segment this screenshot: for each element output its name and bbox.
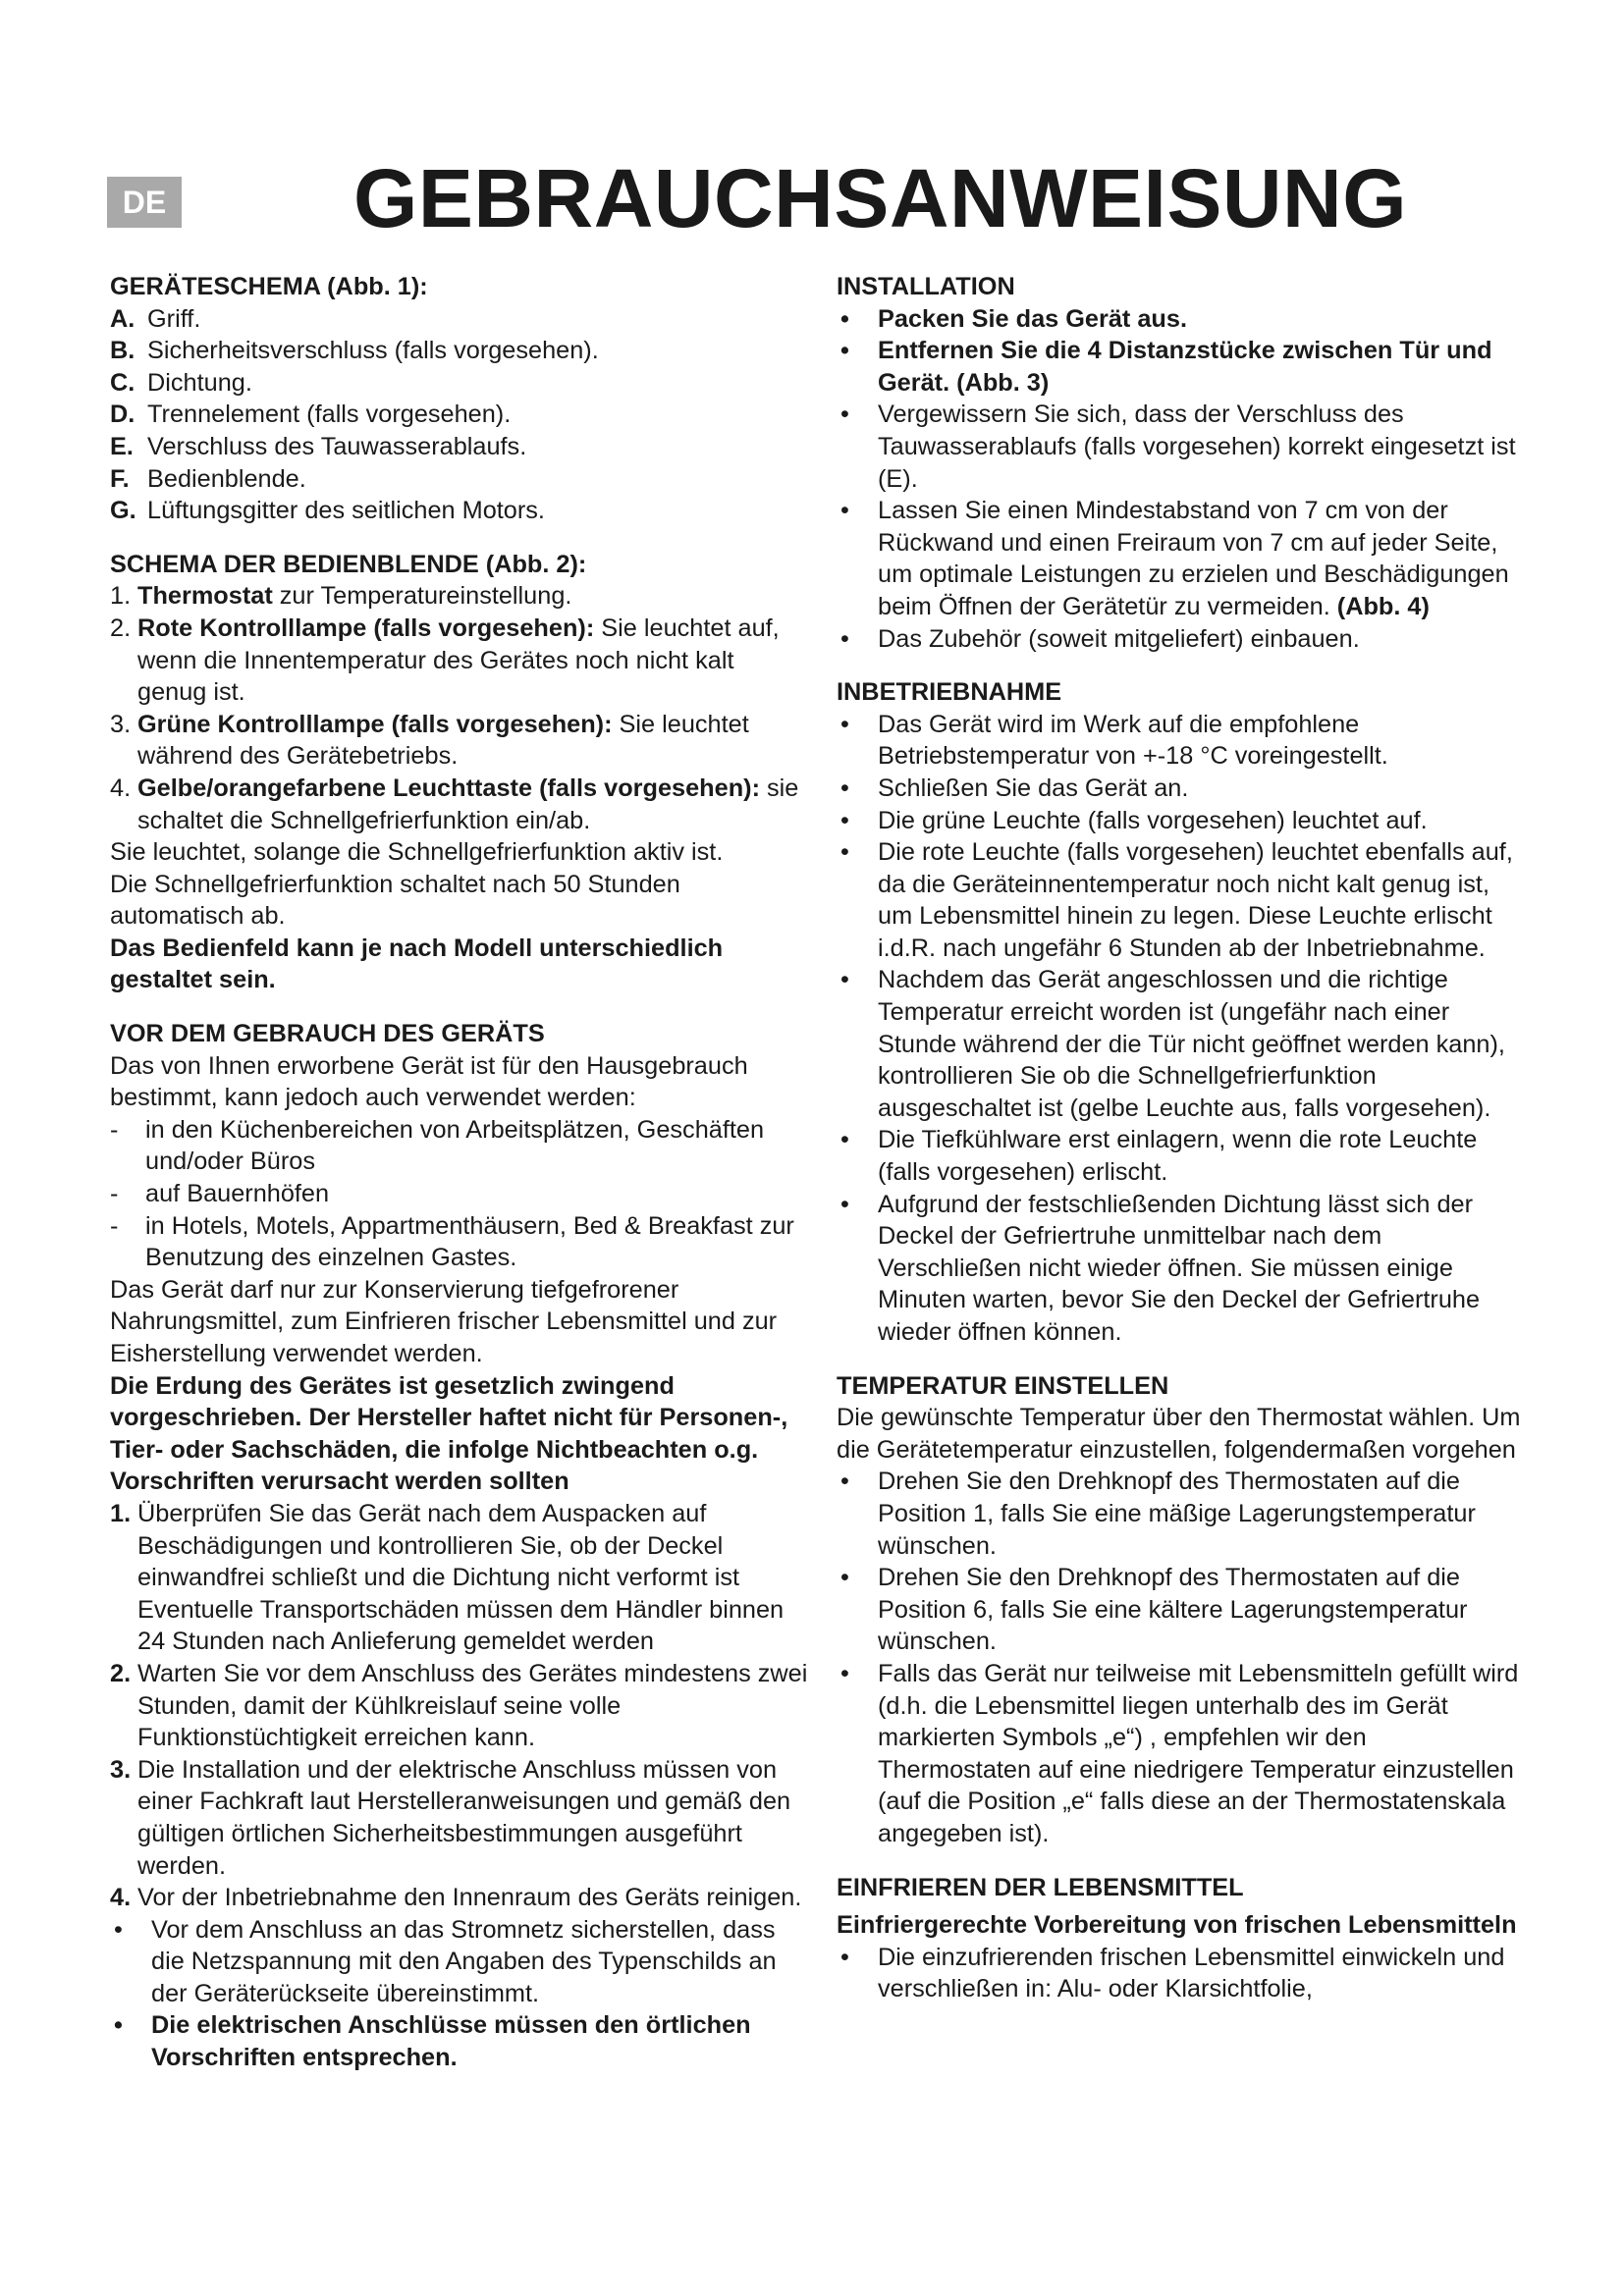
list-item <box>837 964 1524 1124</box>
bullet-marker: • <box>840 497 849 525</box>
list-item <box>110 1754 809 1882</box>
numbered-steps <box>110 1498 809 1914</box>
item-text: Die Tiefkühlware erst einlagern, wenn die rote Leuchte (falls vorgesehen) erlischt. <box>878 1126 1478 1187</box>
item-text: Verschluss des Tauwasserablaufs. <box>147 432 527 460</box>
bullet-marker: • <box>840 1468 849 1496</box>
bullet-marker: • <box>840 806 849 834</box>
paragraph: Sie leuchtet, solange die Schnellgefrierfunktion aktiv ist. <box>110 838 724 867</box>
list-item <box>837 1562 1524 1658</box>
section-heading-vor-gebrauch: VOR DEM GEBRAUCH DES GERÄTS <box>110 1020 545 1048</box>
item-text: Vor dem Anschluss an das Stromnetz sicherstellen, dass die Netzspannung mit den Angaben des Typenschilds an der Geräterückseite übereinstimmt. <box>151 1915 777 2007</box>
item-text: Bedienblende. <box>147 464 306 493</box>
subheading: Einfriergerechte Vorbereitung von frischen Lebensmitteln <box>837 1911 1517 1940</box>
item-text: Falls das Gerät nur teilweise mit Lebensmitteln gefüllt wird (d.h. die Lebensmittel liegen unterhalb des im Gerät markierten Symbols „e“) , empfehlen wir den Thermostaten auf eine niedrigere Temperatur einzustellen (auf die Position „e“ falls diese an der Thermostatenskala angegeben ist). <box>878 1659 1519 1847</box>
item-title: Rote Kontrolllampe (falls vorgesehen): <box>137 614 595 642</box>
list-item <box>110 399 809 431</box>
list-item <box>110 1178 809 1210</box>
warning-text: Die Erdung des Gerätes ist gesetzlich zwingend vorgeschrieben. Der Hersteller haftet nicht für Personen-, Tier- oder Sachschäden, die infolge Nichtbeachten o.g. Vorschriften verursacht werden sollten <box>110 1371 788 1496</box>
item-text: Vor der Inbetriebnahme den Innenraum des Geräts reinigen. <box>137 1884 802 1912</box>
bullet-marker: • <box>840 304 849 333</box>
item-text: Griff. <box>147 304 201 333</box>
list-item <box>837 1466 1524 1562</box>
list-item <box>837 836 1524 964</box>
item-title: Grüne Kontrolllampe (falls vorgesehen): <box>137 710 613 738</box>
dash-marker: - <box>110 1115 119 1144</box>
item-text: Sie leuchtet während des Gerätebetriebs. <box>137 710 749 771</box>
list-item <box>110 431 809 463</box>
bullet-marker: • <box>840 710 849 738</box>
item-label: E. <box>110 432 134 460</box>
paragraph: Die Schnellgefrierfunktion schaltet nach 50 Stunden automatisch ab. <box>110 870 680 931</box>
item-text: Aufgrund der festschließenden Dichtung lässt sich der Deckel der Gefriertruhe unmittelbar nach dem Verschließen nicht wieder öffnen. Sie müssen einige Minuten warten, bevor Sie den Deckel der Gefriertruhe wieder öffnen können. <box>878 1190 1481 1346</box>
item-text: Schließen Sie das Gerät an. <box>878 774 1189 802</box>
paragraph: Das Gerät darf nur zur Konservierung tiefgefrorener Nahrungsmittel, zum Einfrieren frischer Lebensmittel und zur Eisherstellung verwendet werden. <box>110 1275 778 1367</box>
section-heading-bedienblende: SCHEMA DER BEDIENBLENDE (Abb. 2): <box>110 550 587 578</box>
bullet-marker: • <box>840 1126 849 1154</box>
list-item <box>110 463 809 496</box>
item-text: Überprüfen Sie das Gerät nach dem Auspacken auf Beschädigungen und kontrollieren Sie, ob der Deckel einwandfrei schließt und die Dichtung nicht verformt ist Eventuelle Transportschäden müssen dem Händler binnen 24 Stunden nach Anlieferung gemeldet werden <box>137 1499 785 1656</box>
list-item <box>837 399 1524 495</box>
list-item <box>837 623 1524 656</box>
section-heading-inbetriebnahme: INBETRIEBNAHME <box>837 678 1062 707</box>
list-item <box>110 1914 809 2010</box>
item-text: Die grüne Leuchte (falls vorgesehen) leuchtet auf. <box>878 806 1428 834</box>
section-heading-geraeteschema: GERÄTESCHEMA (Abb. 1): <box>110 273 428 300</box>
list-item <box>837 1124 1524 1188</box>
figure-reference: (Abb. 4) <box>1336 592 1430 620</box>
usage-dash-list <box>110 1114 809 1274</box>
item-text: Entfernen Sie die 4 Distanzstücke zwischen Tür und Gerät. (Abb. 3) <box>878 337 1492 397</box>
item-text: Dichtung. <box>147 368 252 397</box>
list-item <box>837 805 1524 837</box>
list-item <box>837 303 1524 336</box>
list-item <box>110 1210 809 1274</box>
item-text: Sicherheitsverschluss (falls vorgesehen). <box>147 337 599 365</box>
item-text: Vergewissern Sie sich, dass der Verschluss des Tauwasserablaufs (falls vorgesehen) korrekt eingesetzt ist (E). <box>878 400 1516 493</box>
list-item <box>837 1189 1524 1349</box>
item-text: in Hotels, Motels, Appartmenthäusern, Bed & Breakfast zur Benutzung des einzelnen Gastes. <box>145 1211 794 1272</box>
section-heading-einfrieren: EINFRIEREN DER LEBENSMITTEL <box>837 1873 1244 1901</box>
item-text: Drehen Sie den Drehknopf des Thermostaten auf die Position 6, falls Sie eine kältere Lagerungstemperatur wünschen. <box>878 1564 1468 1656</box>
item-label: C. <box>110 368 135 397</box>
item-number: 3. <box>110 1755 132 1784</box>
item-text: Die einzufrierenden frischen Lebensmittel einwickeln und verschließen in: Alu- oder Klarsichtfolie, <box>878 1943 1505 2003</box>
list-item <box>837 709 1524 773</box>
bold-note: Das Bedienfeld kann je nach Modell unterschiedlich gestaltet sein. <box>110 934 724 994</box>
paragraph: Das von Ihnen erworbene Gerät ist für den Hausgebrauch bestimmt, kann jedoch auch verwendet werden: <box>110 1051 748 1112</box>
item-text: Sie leuchtet auf, wenn die Innentemperatur des Gerätes noch nicht kalt genug ist. <box>137 614 780 707</box>
dash-marker: - <box>110 1211 119 1240</box>
item-number: 1. <box>110 1499 132 1527</box>
bullet-marker: • <box>840 1564 849 1592</box>
item-number: 3. <box>110 710 132 738</box>
installation-list <box>837 303 1524 656</box>
item-number: 1. <box>110 582 132 611</box>
right-column <box>837 271 1524 2005</box>
list-item <box>110 495 809 527</box>
item-text: Das Zubehör (soweit mitgeliefert) einbauen. <box>878 624 1360 653</box>
bullet-marker: • <box>840 400 849 429</box>
bullet-marker: • <box>840 1943 849 1971</box>
list-item <box>110 1114 809 1178</box>
startup-list <box>837 709 1524 1349</box>
list-item <box>110 613 809 709</box>
list-item <box>110 1498 809 1658</box>
list-item <box>110 1882 809 1914</box>
list-item <box>110 303 809 336</box>
bullet-marker: • <box>840 1659 849 1687</box>
item-title: Gelbe/orangefarbene Leuchttaste (falls vorgesehen): <box>137 774 760 802</box>
freezing-list <box>837 1942 1524 2005</box>
item-text: Packen Sie das Gerät aus. <box>878 304 1187 333</box>
page-title: GEBRAUCHSANWEISUNG <box>353 152 1408 244</box>
section-heading-temperatur: TEMPERATUR EINSTELLEN <box>837 1371 1169 1400</box>
item-text: Drehen Sie den Drehknopf des Thermostaten auf die Position 1, falls Sie eine mäßige Lagerungstemperatur wünschen. <box>878 1468 1476 1560</box>
bullet-marker: • <box>840 774 849 802</box>
item-label: B. <box>110 337 135 365</box>
list-item <box>110 367 809 400</box>
item-number: 2. <box>110 614 132 642</box>
bullet-marker: • <box>114 1915 123 1944</box>
language-badge: DE <box>107 177 182 228</box>
dash-marker: - <box>110 1180 119 1208</box>
item-text: Lassen Sie einen Mindestabstand von 7 cm von der Rückwand und einen Freiraum von 7 cm auf jeder Seite, um optimale Leistungen zu erzielen und Beschädigungen beim Öffnen der Gerätetür zu vermeiden. <box>878 497 1509 620</box>
item-label: A. <box>110 304 135 333</box>
paragraph: Die gewünschte Temperatur über den Thermostat wählen. Um die Gerätetemperatur einzustellen, folgendermaßen vorgehen <box>837 1404 1521 1464</box>
item-label: D. <box>110 400 135 429</box>
item-number: 4. <box>110 774 132 802</box>
left-column <box>110 271 809 2074</box>
list-item <box>110 773 809 836</box>
item-title: Thermostat <box>137 582 273 611</box>
item-text: Lüftungsgitter des seitlichen Motors. <box>147 497 545 525</box>
item-text: Die Installation und der elektrische Anschluss müssen von einer Fachkraft laut Herstelleranweisungen und gemäß den gültigen örtlichen Sicherheitsbestimmungen ausgeführt werden. <box>137 1755 791 1880</box>
bullet-marker: • <box>840 337 849 365</box>
item-number: 4. <box>110 1884 132 1912</box>
item-text: Die elektrischen Anschlüsse müssen den örtlichen Vorschriften entsprechen. <box>151 2011 751 2072</box>
item-label: G. <box>110 497 136 525</box>
bullet-marker: • <box>840 624 849 653</box>
bullet-marker: • <box>840 838 849 867</box>
list-item <box>837 1658 1524 1850</box>
item-text: Das Gerät wird im Werk auf die empfohlene Betriebstemperatur von +-18 °C voreingestellt. <box>878 710 1388 771</box>
section-heading-installation: INSTALLATION <box>837 273 1015 300</box>
item-text: zur Temperatureinstellung. <box>272 582 572 611</box>
control-panel-list <box>110 580 809 836</box>
list-item <box>837 773 1524 805</box>
item-text: auf Bauernhöfen <box>145 1180 330 1208</box>
list-item <box>110 709 809 773</box>
item-number: 2. <box>110 1659 132 1687</box>
bullet-marker: • <box>840 1190 849 1218</box>
list-item <box>110 1658 809 1754</box>
list-item <box>110 580 809 613</box>
bullet-marker: • <box>114 2011 123 2040</box>
list-item <box>837 1942 1524 2005</box>
item-text: Warten Sie vor dem Anschluss des Gerätes mindestens zwei Stunden, damit der Kühlkreislauf seine volle Funktionstüchtigkeit erreichen kann. <box>137 1659 808 1752</box>
item-text: sie schaltet die Schnellgefrierfunktion ein/ab. <box>137 774 799 834</box>
item-label: F. <box>110 464 130 493</box>
bullet-list <box>110 1914 809 2074</box>
list-item <box>110 2009 809 2073</box>
list-item <box>837 335 1524 399</box>
appliance-parts-list <box>110 303 809 527</box>
bullet-marker: • <box>840 966 849 994</box>
item-text: in den Küchenbereichen von Arbeitsplätzen, Geschäften und/oder Büros <box>145 1115 765 1176</box>
temperature-list <box>837 1466 1524 1849</box>
list-item <box>837 495 1524 622</box>
list-item <box>110 335 809 367</box>
item-text: Nachdem das Gerät angeschlossen und die richtige Temperatur erreicht worden ist (ungefähr nach einer Stunde während der die Tür nicht geöffnet werden kann), kontrollieren Sie ob die Schnellgefrierfunktion ausgeschaltet ist (gelbe Leuchte aus, falls vorgesehen). <box>878 966 1505 1122</box>
item-text: Die rote Leuchte (falls vorgesehen) leuchtet ebenfalls auf, da die Geräteinnentemperatur noch nicht kalt genug ist, um Lebensmittel hinein zu legen. Diese Leuchte erlischt i.d.R. nach ungefähr 6 Stunden ab der Inbetriebnahme. <box>878 838 1513 962</box>
item-text: Trennelement (falls vorgesehen). <box>147 400 512 429</box>
